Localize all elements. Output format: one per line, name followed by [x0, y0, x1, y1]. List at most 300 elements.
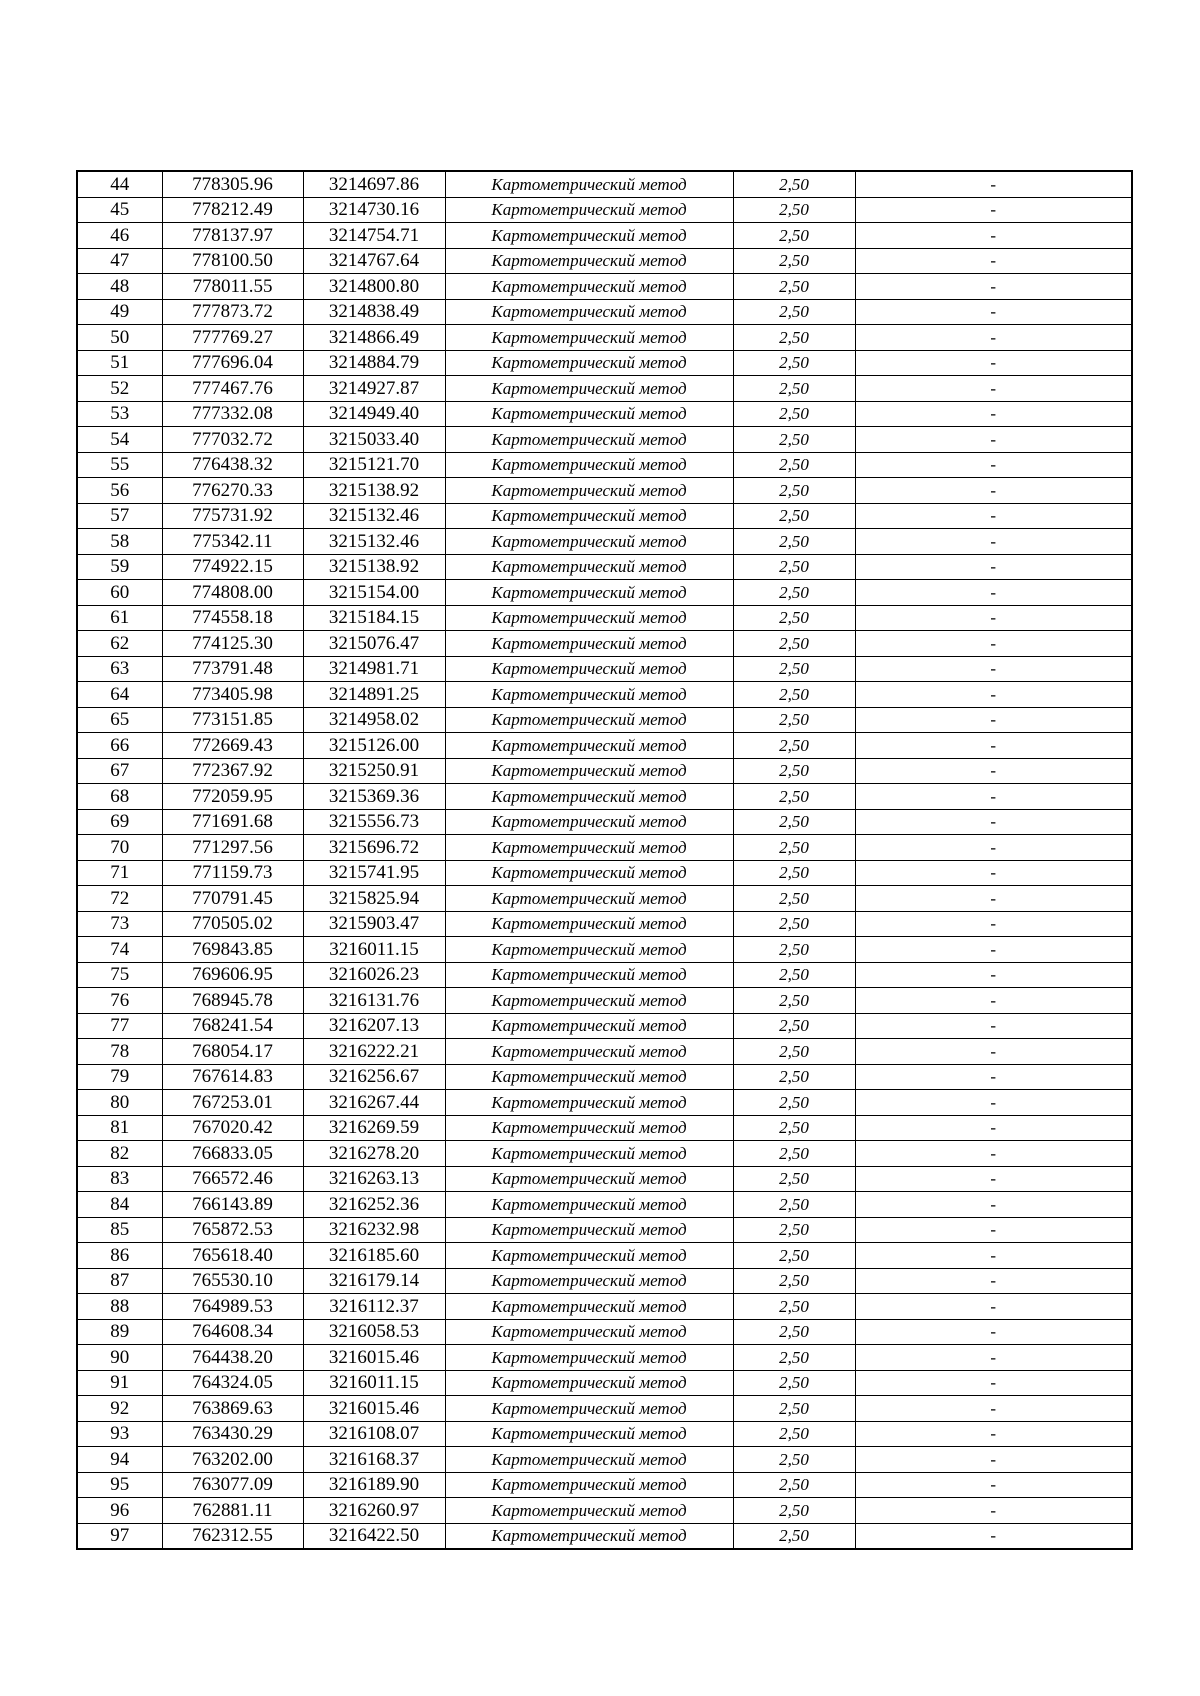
table-row [77, 171, 1132, 197]
y-coordinate-cell: 3214767.64 [303, 248, 445, 274]
accuracy-cell: 2,50 [733, 1039, 855, 1065]
point-number-cell: 65 [77, 707, 162, 733]
table-row [77, 886, 1132, 912]
point-number-cell: 67 [77, 758, 162, 784]
method-cell: Картометрический метод [445, 656, 733, 682]
point-number-cell: 77 [77, 1013, 162, 1039]
x-coordinate-cell: 770791.45 [162, 886, 303, 912]
method-cell: Картометрический метод [445, 197, 733, 223]
accuracy-cell: 2,50 [733, 784, 855, 810]
x-coordinate-cell: 778305.96 [162, 171, 303, 197]
method-cell: Картометрический метод [445, 171, 733, 197]
point-number-cell: 57 [77, 503, 162, 529]
x-coordinate-cell: 769606.95 [162, 962, 303, 988]
description-cell: - [855, 733, 1132, 759]
point-number-cell: 69 [77, 809, 162, 835]
table-row [77, 248, 1132, 274]
coordinates-table [76, 170, 1133, 1550]
table-row [77, 1141, 1132, 1167]
accuracy-cell: 2,50 [733, 962, 855, 988]
x-coordinate-cell: 772669.43 [162, 733, 303, 759]
point-number-cell: 58 [77, 529, 162, 555]
x-coordinate-cell: 778212.49 [162, 197, 303, 223]
point-number-cell: 70 [77, 835, 162, 861]
y-coordinate-cell: 3216267.44 [303, 1090, 445, 1116]
method-cell: Картометрический метод [445, 809, 733, 835]
x-coordinate-cell: 762881.11 [162, 1498, 303, 1524]
x-coordinate-cell: 763869.63 [162, 1396, 303, 1422]
description-cell: - [855, 886, 1132, 912]
y-coordinate-cell: 3216185.60 [303, 1243, 445, 1269]
x-coordinate-cell: 767614.83 [162, 1064, 303, 1090]
description-cell: - [855, 605, 1132, 631]
x-coordinate-cell: 765530.10 [162, 1268, 303, 1294]
point-number-cell: 89 [77, 1319, 162, 1345]
method-cell: Картометрический метод [445, 1294, 733, 1320]
y-coordinate-cell: 3215132.46 [303, 529, 445, 555]
description-cell: - [855, 171, 1132, 197]
table-row [77, 427, 1132, 453]
accuracy-cell: 2,50 [733, 682, 855, 708]
description-cell: - [855, 1472, 1132, 1498]
method-cell: Картометрический метод [445, 1243, 733, 1269]
description-cell: - [855, 274, 1132, 300]
point-number-cell: 74 [77, 937, 162, 963]
y-coordinate-cell: 3216108.07 [303, 1421, 445, 1447]
point-number-cell: 49 [77, 299, 162, 325]
y-coordinate-cell: 3216207.13 [303, 1013, 445, 1039]
accuracy-cell: 2,50 [733, 631, 855, 657]
method-cell: Картометрический метод [445, 274, 733, 300]
table-row [77, 1523, 1132, 1549]
accuracy-cell: 2,50 [733, 554, 855, 580]
y-coordinate-cell: 3216179.14 [303, 1268, 445, 1294]
y-coordinate-cell: 3216260.97 [303, 1498, 445, 1524]
method-cell: Картометрический метод [445, 1141, 733, 1167]
y-coordinate-cell: 3216232.98 [303, 1217, 445, 1243]
method-cell: Картометрический метод [445, 299, 733, 325]
table-row [77, 988, 1132, 1014]
accuracy-cell: 2,50 [733, 248, 855, 274]
x-coordinate-cell: 764989.53 [162, 1294, 303, 1320]
x-coordinate-cell: 764438.20 [162, 1345, 303, 1371]
method-cell: Картометрический метод [445, 248, 733, 274]
x-coordinate-cell: 767253.01 [162, 1090, 303, 1116]
point-number-cell: 87 [77, 1268, 162, 1294]
y-coordinate-cell: 3216058.53 [303, 1319, 445, 1345]
y-coordinate-cell: 3216011.15 [303, 1370, 445, 1396]
y-coordinate-cell: 3215132.46 [303, 503, 445, 529]
coordinates-table-body [77, 171, 1132, 1549]
point-number-cell: 51 [77, 350, 162, 376]
point-number-cell: 82 [77, 1141, 162, 1167]
table-row [77, 580, 1132, 606]
x-coordinate-cell: 771159.73 [162, 860, 303, 886]
method-cell: Картометрический метод [445, 758, 733, 784]
table-row [77, 1217, 1132, 1243]
accuracy-cell: 2,50 [733, 1396, 855, 1422]
accuracy-cell: 2,50 [733, 1064, 855, 1090]
description-cell: - [855, 299, 1132, 325]
x-coordinate-cell: 766833.05 [162, 1141, 303, 1167]
table-row [77, 529, 1132, 555]
description-cell: - [855, 1268, 1132, 1294]
table-row [77, 1013, 1132, 1039]
x-coordinate-cell: 778100.50 [162, 248, 303, 274]
description-cell: - [855, 1396, 1132, 1422]
method-cell: Картометрический метод [445, 1039, 733, 1065]
method-cell: Картометрический метод [445, 1370, 733, 1396]
x-coordinate-cell: 776438.32 [162, 452, 303, 478]
y-coordinate-cell: 3215903.47 [303, 911, 445, 937]
method-cell: Картометрический метод [445, 503, 733, 529]
accuracy-cell: 2,50 [733, 197, 855, 223]
point-number-cell: 66 [77, 733, 162, 759]
accuracy-cell: 2,50 [733, 1090, 855, 1116]
description-cell: - [855, 1370, 1132, 1396]
description-cell: - [855, 1319, 1132, 1345]
table-row [77, 401, 1132, 427]
point-number-cell: 45 [77, 197, 162, 223]
table-row [77, 452, 1132, 478]
y-coordinate-cell: 3216015.46 [303, 1396, 445, 1422]
method-cell: Картометрический метод [445, 1268, 733, 1294]
accuracy-cell: 2,50 [733, 299, 855, 325]
description-cell: - [855, 529, 1132, 555]
description-cell: - [855, 1064, 1132, 1090]
table-row [77, 1447, 1132, 1473]
x-coordinate-cell: 774922.15 [162, 554, 303, 580]
accuracy-cell: 2,50 [733, 1370, 855, 1396]
point-number-cell: 73 [77, 911, 162, 937]
description-cell: - [855, 937, 1132, 963]
x-coordinate-cell: 767020.42 [162, 1115, 303, 1141]
y-coordinate-cell: 3214949.40 [303, 401, 445, 427]
description-cell: - [855, 1447, 1132, 1473]
point-number-cell: 95 [77, 1472, 162, 1498]
description-cell: - [855, 860, 1132, 886]
method-cell: Картометрический метод [445, 1319, 733, 1345]
point-number-cell: 55 [77, 452, 162, 478]
method-cell: Картометрический метод [445, 631, 733, 657]
table-row [77, 733, 1132, 759]
description-cell: - [855, 223, 1132, 249]
x-coordinate-cell: 764324.05 [162, 1370, 303, 1396]
x-coordinate-cell: 777696.04 [162, 350, 303, 376]
x-coordinate-cell: 764608.34 [162, 1319, 303, 1345]
x-coordinate-cell: 777769.27 [162, 325, 303, 351]
table-row [77, 1396, 1132, 1422]
table-row [77, 631, 1132, 657]
method-cell: Картометрический метод [445, 529, 733, 555]
accuracy-cell: 2,50 [733, 376, 855, 402]
accuracy-cell: 2,50 [733, 1472, 855, 1498]
x-coordinate-cell: 777332.08 [162, 401, 303, 427]
y-coordinate-cell: 3215184.15 [303, 605, 445, 631]
y-coordinate-cell: 3215696.72 [303, 835, 445, 861]
method-cell: Картометрический метод [445, 911, 733, 937]
description-cell: - [855, 325, 1132, 351]
point-number-cell: 79 [77, 1064, 162, 1090]
accuracy-cell: 2,50 [733, 325, 855, 351]
y-coordinate-cell: 3215138.92 [303, 478, 445, 504]
method-cell: Картометрический метод [445, 1192, 733, 1218]
method-cell: Картометрический метод [445, 1064, 733, 1090]
method-cell: Картометрический метод [445, 1396, 733, 1422]
accuracy-cell: 2,50 [733, 503, 855, 529]
point-number-cell: 81 [77, 1115, 162, 1141]
description-cell: - [855, 1345, 1132, 1371]
point-number-cell: 88 [77, 1294, 162, 1320]
x-coordinate-cell: 763430.29 [162, 1421, 303, 1447]
method-cell: Картометрический метод [445, 707, 733, 733]
y-coordinate-cell: 3216256.67 [303, 1064, 445, 1090]
accuracy-cell: 2,50 [733, 529, 855, 555]
description-cell: - [855, 682, 1132, 708]
y-coordinate-cell: 3216168.37 [303, 1447, 445, 1473]
point-number-cell: 60 [77, 580, 162, 606]
accuracy-cell: 2,50 [733, 1166, 855, 1192]
method-cell: Картометрический метод [445, 886, 733, 912]
point-number-cell: 83 [77, 1166, 162, 1192]
point-number-cell: 71 [77, 860, 162, 886]
table-row [77, 911, 1132, 937]
method-cell: Картометрический метод [445, 682, 733, 708]
x-coordinate-cell: 773791.48 [162, 656, 303, 682]
accuracy-cell: 2,50 [733, 223, 855, 249]
accuracy-cell: 2,50 [733, 911, 855, 937]
method-cell: Картометрический метод [445, 376, 733, 402]
table-row [77, 350, 1132, 376]
description-cell: - [855, 656, 1132, 682]
accuracy-cell: 2,50 [733, 1345, 855, 1371]
description-cell: - [855, 350, 1132, 376]
method-cell: Картометрический метод [445, 835, 733, 861]
x-coordinate-cell: 777467.76 [162, 376, 303, 402]
method-cell: Картометрический метод [445, 860, 733, 886]
x-coordinate-cell: 768945.78 [162, 988, 303, 1014]
accuracy-cell: 2,50 [733, 988, 855, 1014]
method-cell: Картометрический метод [445, 1421, 733, 1447]
method-cell: Картометрический метод [445, 1523, 733, 1549]
x-coordinate-cell: 772367.92 [162, 758, 303, 784]
y-coordinate-cell: 3214981.71 [303, 656, 445, 682]
description-cell: - [855, 1421, 1132, 1447]
x-coordinate-cell: 766143.89 [162, 1192, 303, 1218]
description-cell: - [855, 197, 1132, 223]
description-cell: - [855, 376, 1132, 402]
table-row [77, 1268, 1132, 1294]
y-coordinate-cell: 3215126.00 [303, 733, 445, 759]
y-coordinate-cell: 3214838.49 [303, 299, 445, 325]
accuracy-cell: 2,50 [733, 1319, 855, 1345]
method-cell: Картометрический метод [445, 1115, 733, 1141]
table-row [77, 937, 1132, 963]
x-coordinate-cell: 774558.18 [162, 605, 303, 631]
table-row [77, 1472, 1132, 1498]
accuracy-cell: 2,50 [733, 1294, 855, 1320]
point-number-cell: 90 [77, 1345, 162, 1371]
accuracy-cell: 2,50 [733, 274, 855, 300]
point-number-cell: 44 [77, 171, 162, 197]
y-coordinate-cell: 3214697.86 [303, 171, 445, 197]
description-cell: - [855, 1141, 1132, 1167]
point-number-cell: 53 [77, 401, 162, 427]
method-cell: Картометрический метод [445, 1498, 733, 1524]
x-coordinate-cell: 774125.30 [162, 631, 303, 657]
x-coordinate-cell: 777873.72 [162, 299, 303, 325]
accuracy-cell: 2,50 [733, 1243, 855, 1269]
x-coordinate-cell: 768054.17 [162, 1039, 303, 1065]
accuracy-cell: 2,50 [733, 758, 855, 784]
accuracy-cell: 2,50 [733, 1141, 855, 1167]
table-row [77, 1243, 1132, 1269]
table-row [77, 1090, 1132, 1116]
point-number-cell: 92 [77, 1396, 162, 1422]
accuracy-cell: 2,50 [733, 452, 855, 478]
point-number-cell: 56 [77, 478, 162, 504]
description-cell: - [855, 478, 1132, 504]
table-row [77, 860, 1132, 886]
point-number-cell: 94 [77, 1447, 162, 1473]
point-number-cell: 63 [77, 656, 162, 682]
table-row [77, 478, 1132, 504]
method-cell: Картометрический метод [445, 223, 733, 249]
description-cell: - [855, 452, 1132, 478]
accuracy-cell: 2,50 [733, 835, 855, 861]
accuracy-cell: 2,50 [733, 1013, 855, 1039]
point-number-cell: 50 [77, 325, 162, 351]
description-cell: - [855, 580, 1132, 606]
y-coordinate-cell: 3215154.00 [303, 580, 445, 606]
accuracy-cell: 2,50 [733, 1268, 855, 1294]
description-cell: - [855, 835, 1132, 861]
description-cell: - [855, 1090, 1132, 1116]
y-coordinate-cell: 3214730.16 [303, 197, 445, 223]
table-row [77, 1498, 1132, 1524]
method-cell: Картометрический метод [445, 1345, 733, 1371]
table-row [77, 682, 1132, 708]
point-number-cell: 76 [77, 988, 162, 1014]
description-cell: - [855, 1498, 1132, 1524]
table-row [77, 376, 1132, 402]
accuracy-cell: 2,50 [733, 656, 855, 682]
y-coordinate-cell: 3214927.87 [303, 376, 445, 402]
y-coordinate-cell: 3216269.59 [303, 1115, 445, 1141]
x-coordinate-cell: 768241.54 [162, 1013, 303, 1039]
y-coordinate-cell: 3216189.90 [303, 1472, 445, 1498]
table-row [77, 1370, 1132, 1396]
table-row [77, 605, 1132, 631]
y-coordinate-cell: 3215369.36 [303, 784, 445, 810]
y-coordinate-cell: 3216011.15 [303, 937, 445, 963]
accuracy-cell: 2,50 [733, 427, 855, 453]
point-number-cell: 86 [77, 1243, 162, 1269]
accuracy-cell: 2,50 [733, 401, 855, 427]
accuracy-cell: 2,50 [733, 707, 855, 733]
description-cell: - [855, 554, 1132, 580]
accuracy-cell: 2,50 [733, 580, 855, 606]
accuracy-cell: 2,50 [733, 733, 855, 759]
y-coordinate-cell: 3216278.20 [303, 1141, 445, 1167]
x-coordinate-cell: 775342.11 [162, 529, 303, 555]
table-row [77, 1294, 1132, 1320]
description-cell: - [855, 962, 1132, 988]
method-cell: Картометрический метод [445, 325, 733, 351]
x-coordinate-cell: 771297.56 [162, 835, 303, 861]
table-row [77, 1039, 1132, 1065]
table-row [77, 1115, 1132, 1141]
y-coordinate-cell: 3214800.80 [303, 274, 445, 300]
method-cell: Картометрический метод [445, 1013, 733, 1039]
method-cell: Картометрический метод [445, 1447, 733, 1473]
y-coordinate-cell: 3216015.46 [303, 1345, 445, 1371]
method-cell: Картометрический метод [445, 1166, 733, 1192]
table-row [77, 325, 1132, 351]
point-number-cell: 85 [77, 1217, 162, 1243]
point-number-cell: 47 [77, 248, 162, 274]
description-cell: - [855, 427, 1132, 453]
y-coordinate-cell: 3215033.40 [303, 427, 445, 453]
y-coordinate-cell: 3215741.95 [303, 860, 445, 886]
method-cell: Картометрический метод [445, 1217, 733, 1243]
point-number-cell: 59 [77, 554, 162, 580]
description-cell: - [855, 988, 1132, 1014]
accuracy-cell: 2,50 [733, 171, 855, 197]
y-coordinate-cell: 3214884.79 [303, 350, 445, 376]
y-coordinate-cell: 3216026.23 [303, 962, 445, 988]
description-cell: - [855, 1115, 1132, 1141]
table-row [77, 1064, 1132, 1090]
description-cell: - [855, 1039, 1132, 1065]
point-number-cell: 46 [77, 223, 162, 249]
x-coordinate-cell: 773405.98 [162, 682, 303, 708]
accuracy-cell: 2,50 [733, 1115, 855, 1141]
description-cell: - [855, 911, 1132, 937]
accuracy-cell: 2,50 [733, 1421, 855, 1447]
accuracy-cell: 2,50 [733, 1498, 855, 1524]
x-coordinate-cell: 763077.09 [162, 1472, 303, 1498]
y-coordinate-cell: 3215121.70 [303, 452, 445, 478]
y-coordinate-cell: 3214754.71 [303, 223, 445, 249]
description-cell: - [855, 1192, 1132, 1218]
table-row [77, 274, 1132, 300]
method-cell: Картометрический метод [445, 962, 733, 988]
accuracy-cell: 2,50 [733, 478, 855, 504]
method-cell: Картометрический метод [445, 478, 733, 504]
y-coordinate-cell: 3214866.49 [303, 325, 445, 351]
y-coordinate-cell: 3216222.21 [303, 1039, 445, 1065]
y-coordinate-cell: 3216131.76 [303, 988, 445, 1014]
x-coordinate-cell: 777032.72 [162, 427, 303, 453]
y-coordinate-cell: 3215825.94 [303, 886, 445, 912]
method-cell: Картометрический метод [445, 1090, 733, 1116]
x-coordinate-cell: 765618.40 [162, 1243, 303, 1269]
method-cell: Картометрический метод [445, 350, 733, 376]
method-cell: Картометрический метод [445, 1472, 733, 1498]
table-row [77, 1166, 1132, 1192]
table-row [77, 784, 1132, 810]
x-coordinate-cell: 770505.02 [162, 911, 303, 937]
method-cell: Картометрический метод [445, 427, 733, 453]
table-row [77, 1319, 1132, 1345]
table-row [77, 962, 1132, 988]
point-number-cell: 48 [77, 274, 162, 300]
x-coordinate-cell: 775731.92 [162, 503, 303, 529]
accuracy-cell: 2,50 [733, 1523, 855, 1549]
method-cell: Картометрический метод [445, 401, 733, 427]
accuracy-cell: 2,50 [733, 1192, 855, 1218]
